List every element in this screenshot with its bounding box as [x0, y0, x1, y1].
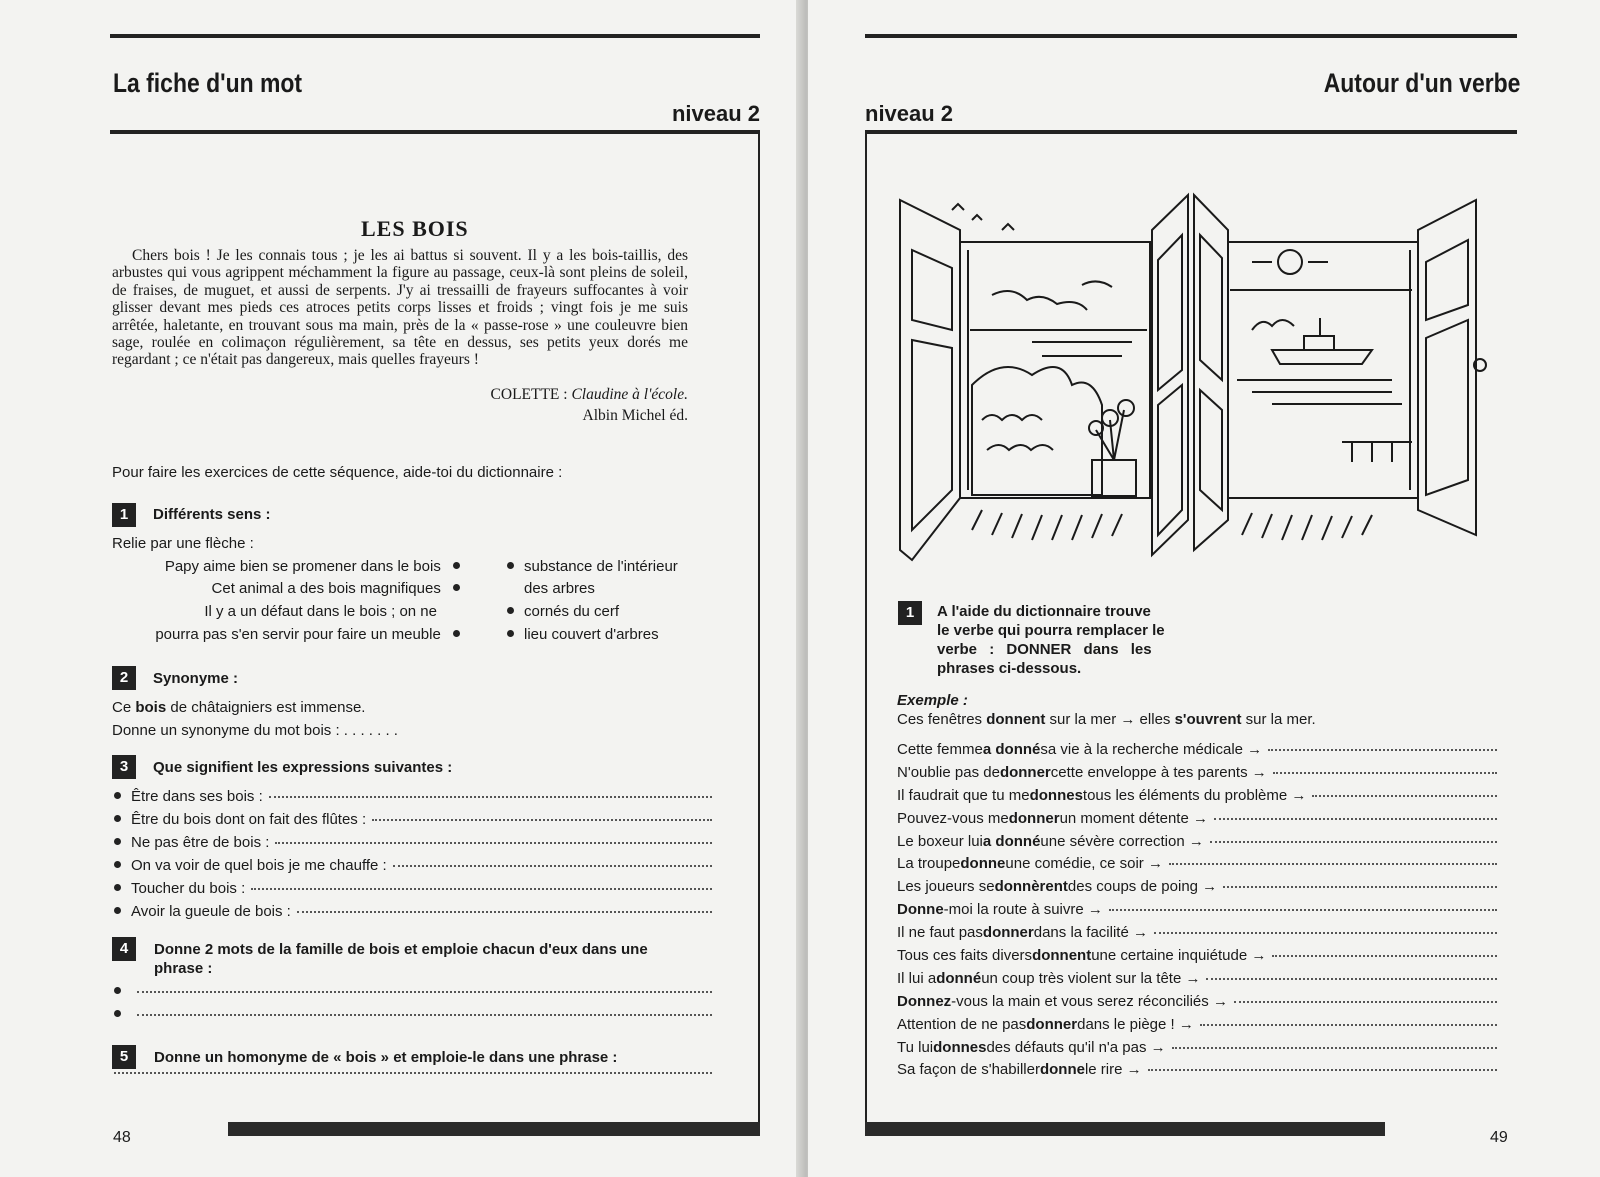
- exercise-1-number: 1: [898, 601, 922, 625]
- exercise-2-title: Synonyme :: [153, 670, 239, 687]
- exercise-4-number: 4: [112, 937, 136, 961]
- window-illustration: [892, 190, 1492, 570]
- sentence-line: Le boxeur lui a donné une sévère correction →: [897, 833, 1497, 856]
- exercise-1-title: Différents sens :: [153, 506, 271, 523]
- exercise-1-title-line-1: A l'aide du dictionnaire trouve: [937, 603, 1151, 620]
- sentence-line: Il ne faut pas donner dans la facilité →: [897, 924, 1497, 947]
- level-label: niveau 2: [671, 101, 760, 126]
- answer-line-2: [114, 1012, 712, 1019]
- example-label: Exemple :: [897, 692, 968, 709]
- expression-line-5: Toucher du bois :: [114, 880, 712, 897]
- exercise-1-instruction: Relie par une flèche :: [112, 535, 254, 552]
- answer-line-3: [114, 1075, 712, 1077]
- sentence-line: La troupe donne une comédie, ce soir →: [897, 855, 1497, 878]
- example-sentence: Ces fenêtres donnent sur la mer → elles s'ouvrent sur la mer.: [897, 711, 1316, 728]
- exercise-1-title-line-2: le verbe qui pourra remplacer le: [937, 622, 1165, 639]
- match-left-2: Cet animal a des bois magnifiques: [212, 580, 460, 597]
- sentence-line: Donne -moi la route à suivre →: [897, 901, 1497, 924]
- sentence-line: Cette femme a donné sa vie à la recherche médicale →: [897, 741, 1497, 764]
- story-text: Chers bois ! Je les connais tous ; je les ai battus si souvent. Il y a les bois-taillis, des arbustes qui vous agrippent méchamment la figure au passage, ceux-là sont pleins de soleil, de fraises, de muguet, et aussi de serpents. J'y ai tressailli de frayeurs suffocantes à voir glisser devant mes pieds ces atroces petits corps lisses et froids ; vingt fois je me suis arrêtée, haletante, en trouvant sous ma main, près de la « passe-rose » une couleuvre bien sage, roulée en colimaçon régulièrement, sa tête en dessus, ses petits yeux dorés me regardant ; ce n'était pas dangereux, mais quelles frayeurs !: [112, 247, 688, 369]
- sun: [1278, 250, 1302, 274]
- header-rule: [865, 130, 1517, 134]
- intro-text: Pour faire les exercices de cette séquence, aide-toi du dictionnaire :: [112, 464, 563, 481]
- content-frame: [758, 132, 760, 1122]
- page-number: 49: [1490, 1129, 1508, 1146]
- flower-pot: [1092, 460, 1136, 496]
- match-left-1: Papy aime bien se promener dans le bois: [165, 558, 460, 575]
- expression-line-3: Ne pas être de bois :: [114, 834, 712, 851]
- exercise-2-question: Donne un synonyme du mot bois : . . . . . . .: [112, 722, 398, 739]
- page-title: La fiche d'un mot: [113, 68, 303, 98]
- sentence-line: Il faudrait que tu me donnes tous les éléments du problème →: [897, 787, 1497, 810]
- sentence-line: Donnez -vous la main et vous serez réconciliés →: [897, 993, 1497, 1016]
- match-left-3: Il y a un défaut dans le bois ; on ne: [204, 603, 437, 620]
- exercise-4-title-line-2: phrase :: [154, 960, 213, 977]
- header-rule: [110, 130, 760, 134]
- citation-work: Claudine à l'école.: [571, 386, 688, 403]
- sentence-line: Les joueurs se donnèrent des coups de poing →: [897, 878, 1497, 901]
- match-right-3: cornés du cerf: [507, 603, 619, 620]
- exercise-5-title: Donne un homonyme de « bois » et emploie-le dans une phrase :: [154, 1049, 618, 1066]
- match-left-4: pourra pas s'en servir pour faire un meuble: [155, 626, 460, 643]
- sentence-line: Attention de ne pas donner dans le piège ! →: [897, 1016, 1497, 1039]
- exercise-1-number: 1: [112, 503, 136, 527]
- sentence-line: N'oublie pas de donner cette enveloppe à tes parents →: [897, 764, 1497, 787]
- exercise-3-title: Que signifient les expressions suivantes :: [153, 759, 453, 776]
- top-rule: [865, 34, 1517, 38]
- match-right-1: substance de l'intérieur: [507, 558, 678, 575]
- exercise-2-sentence: Ce bois de châtaigniers est immense.: [112, 699, 366, 716]
- footer-bar: [228, 1122, 760, 1136]
- sentence-list: [897, 741, 1497, 1084]
- citation-author: COLETTE :: [490, 386, 568, 403]
- exercise-1-title-line-4: phrases ci-dessous.: [937, 660, 1082, 677]
- boat: [1272, 350, 1372, 364]
- sentence-line: Sa façon de s'habiller donne le rire →: [897, 1061, 1497, 1084]
- citation: [380, 384, 688, 426]
- match-right-2: des arbres: [524, 580, 595, 597]
- exercise-4-title-line-1: Donne 2 mots de la famille de bois et emploie chacun d'eux dans une: [154, 941, 648, 958]
- right-window-frame: [1228, 242, 1418, 498]
- footer-bar: [865, 1122, 1385, 1136]
- top-rule: [110, 34, 760, 38]
- sentence-line: Pouvez-vous me donner un moment détente →: [897, 810, 1497, 833]
- expression-line-1: Être dans ses bois :: [114, 788, 712, 805]
- exercise-2-number: 2: [112, 666, 136, 690]
- exercise-3-number: 3: [112, 755, 136, 779]
- right-page: [808, 0, 1600, 1177]
- sentence-line: Tu lui donnes des défauts qu'il n'a pas →: [897, 1039, 1497, 1062]
- content-frame-left-edge: [865, 132, 867, 1122]
- citation-publisher: Albin Michel éd.: [582, 407, 688, 424]
- expression-line-4: On va voir de quel bois je me chauffe :: [114, 857, 712, 874]
- expression-line-2: Être du bois dont on fait des flûtes :: [114, 811, 712, 828]
- expression-line-6: Avoir la gueule de bois :: [114, 903, 712, 920]
- page-title: Autour d'un verbe: [1323, 68, 1520, 98]
- page-number: 48: [113, 1129, 131, 1146]
- exercise-5-number: 5: [112, 1045, 136, 1069]
- level-label: niveau 2: [865, 101, 954, 126]
- sentence-line: Il lui a donné un coup très violent sur la tête →: [897, 970, 1497, 993]
- answer-line-1: [114, 989, 712, 996]
- story-title: LES BOIS: [361, 216, 469, 241]
- match-right-4: lieu couvert d'arbres: [507, 626, 659, 643]
- sentence-line: Tous ces faits divers donnent une certaine inquiétude →: [897, 947, 1497, 970]
- exercise-1-title-line-3: verbe : DONNER dans les: [937, 641, 1152, 658]
